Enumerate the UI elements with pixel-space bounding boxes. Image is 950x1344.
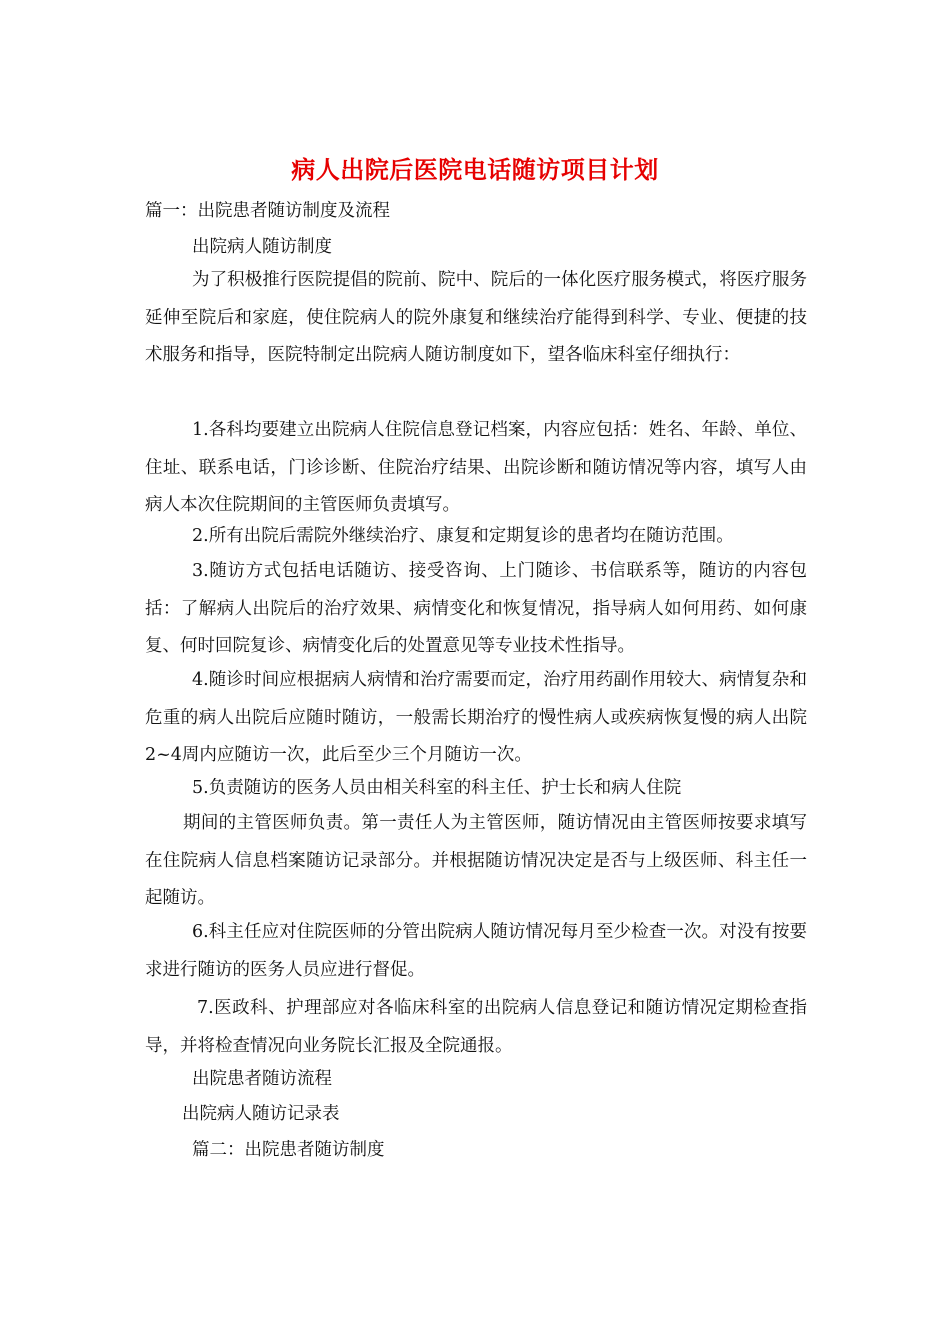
item-5: 5.负责随访的医务人员由相关科室的科主任、护士长和病人住院: [192, 778, 682, 798]
item-4: 4.随诊时间应根据病人病情和治疗需要而定，治疗用药副作用较大、病情复杂和危重的病人出院后应随时随访，一般需长期治疗的慢性病人或疾病恢复慢的病人出院2~4周内应随访一次，此后至少三个月随访一次。: [145, 670, 807, 765]
item-7: 7.医政科、护理部应对各临床科室的出院病人信息登记和随访情况定期检查指导，并将检查情况向业务院长汇报及全院通报。: [145, 998, 807, 1056]
item-6: 6.科主任应对住院医师的分管出院病人随访情况每月至少检查一次。对没有按要求进行随访的医务人员应进行督促。: [145, 922, 807, 980]
intro-paragraph: 为了积极推行医院提倡的院前、院中、院后的一体化医疗服务模式，将医疗服务延伸至院后和家庭，使住院病人的院外康复和继续治疗能得到科学、专业、便捷的技术服务和指导，医院特制定出院病人随访制度如下，望各临床科室仔细执行：: [145, 270, 807, 365]
document-title: 病人出院后医院电话随访项目计划: [291, 155, 659, 184]
item-5-continued: 期间的主管医师负责。第一责任人为主管医师，随访情况由主管医师按要求填写在住院病人信息档案随访记录部分。并根据随访情况决定是否与上级医师、科主任一起随访。: [145, 813, 807, 908]
section1-heading: 篇一：出院患者随访制度及流程: [145, 201, 390, 221]
item-1: 1.各科均要建立出院病人住院信息登记档案，内容应包括：姓名、年龄、单位、住址、联系电话，门诊诊断、住院治疗结果、出院诊断和随访情况等内容，填写人由病人本次住院期间的主管医师负责填写。: [145, 420, 807, 515]
subheading-system: 出院病人随访制度: [192, 237, 332, 257]
subheading-flow: 出院患者随访流程: [192, 1069, 332, 1089]
section2-heading: 篇二：出院患者随访制度: [192, 1140, 385, 1160]
item-3: 3.随访方式包括电话随访、接受咨询、上门随诊、书信联系等，随访的内容包括：了解病人出院后的治疗效果、病情变化和恢复情况，指导病人如何用药、如何康复、何时回院复诊、病情变化后的处置意见等专业技术性指导。: [145, 561, 807, 656]
subheading-record: 出院病人随访记录表: [182, 1104, 340, 1124]
item-2: 2.所有出院后需院外继续治疗、康复和定期复诊的患者均在随访范围。: [192, 526, 734, 546]
